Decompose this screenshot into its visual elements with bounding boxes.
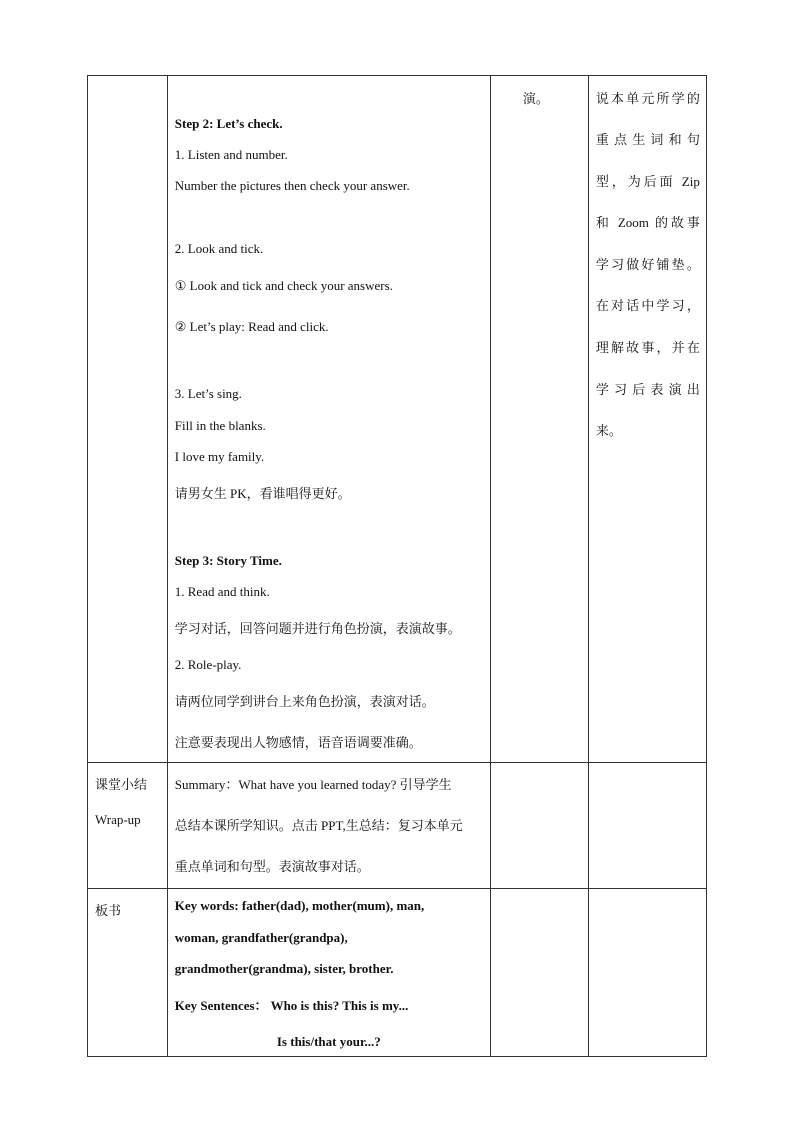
look-tick-sub-a: ① Look and tick and check your answers. xyxy=(174,278,393,293)
read-think-desc: 学习对话，回答问题并进行角色扮演，表演故事。 xyxy=(174,621,461,636)
wrap-up-row xyxy=(88,763,707,889)
role-play-desc: 请两位同学到讲台上来角色扮演，表演对话。 xyxy=(174,694,435,709)
listen-number-item: 1. Listen and number. xyxy=(174,147,288,162)
intent-line-9: 来。 xyxy=(595,423,622,438)
summary-line-2: 总结本课所学知识。点击 PPT,生总结：复习本单元 xyxy=(174,818,463,833)
key-words-line-3: grandmother(grandma), sister, brother. xyxy=(174,961,394,976)
role-play-item: 2. Role-play. xyxy=(174,657,242,672)
row1-content-cell xyxy=(167,76,490,763)
song-title: I love my family. xyxy=(174,449,265,464)
key-words-line-1: Key words: father(dad), mother(mum), man, xyxy=(174,898,425,913)
look-tick-item: 2. Look and tick. xyxy=(174,241,264,256)
teaching-steps-row xyxy=(88,76,707,763)
read-think-item: 1. Read and think. xyxy=(174,584,270,599)
col3-text: 演。 xyxy=(522,91,549,106)
step2-heading: Step 2: Let’s check. xyxy=(174,116,283,131)
fill-blanks-text: Fill in the blanks. xyxy=(174,418,266,433)
wrap-up-content-cell xyxy=(167,763,490,889)
blackboard-row xyxy=(88,889,707,1057)
intent-line-4: 和 Zoom 的故事 xyxy=(595,215,700,230)
wrap-up-col3-cell xyxy=(490,763,588,889)
lesson-plan-table xyxy=(87,75,707,1057)
role-play-note: 注意要表现出人物感情，语音语调要准确。 xyxy=(174,735,422,750)
key-sentences-line-2: Is this/that your...? xyxy=(276,1034,381,1049)
summary-line-1: Summary：What have you learned today? 引导学生 xyxy=(174,777,452,792)
intent-line-6: 在对话中学习， xyxy=(595,298,700,313)
intent-line-1: 说本单元所学的 xyxy=(595,91,700,106)
intent-line-8: 学习后表演出 xyxy=(595,382,700,397)
summary-line-3: 重点单词和句型。表演故事对话。 xyxy=(174,859,370,874)
key-words-line-2: woman, grandfather(grandpa), xyxy=(174,930,348,945)
sing-pk-text: 请男女生 PK，看谁唱得更好。 xyxy=(174,486,351,501)
blackboard-label: 板书 xyxy=(95,903,122,918)
wrap-up-label-cell xyxy=(88,763,168,889)
look-tick-sub-b: ② Let’s play: Read and click. xyxy=(174,319,329,334)
intent-line-3: 型，为后面 Zip xyxy=(595,174,700,189)
blackboard-label-cell xyxy=(88,889,168,1057)
intent-line-7: 理解故事，并在 xyxy=(595,340,700,355)
key-sentences-line-1: Key Sentences： Who is this? This is my... xyxy=(174,998,409,1013)
blackboard-col3-cell xyxy=(490,889,588,1057)
wrap-up-label-cn: 课堂小结 xyxy=(95,777,148,792)
intent-line-2: 重点生词和句 xyxy=(595,132,700,147)
row1-intent-cell xyxy=(588,76,706,763)
wrap-up-col4-cell xyxy=(588,763,706,889)
listen-number-desc: Number the pictures then check your answer. xyxy=(174,178,410,193)
blackboard-col4-cell xyxy=(588,889,706,1057)
row1-label-cell xyxy=(88,76,168,763)
wrap-up-label-en: Wrap-up xyxy=(95,812,141,827)
lets-sing-item: 3. Let’s sing. xyxy=(174,386,242,401)
intent-line-5: 学习做好铺垫。 xyxy=(595,257,700,272)
row1-col3-cell xyxy=(490,76,588,763)
step3-heading: Step 3: Story Time. xyxy=(174,553,282,568)
blackboard-content-cell xyxy=(167,889,490,1057)
